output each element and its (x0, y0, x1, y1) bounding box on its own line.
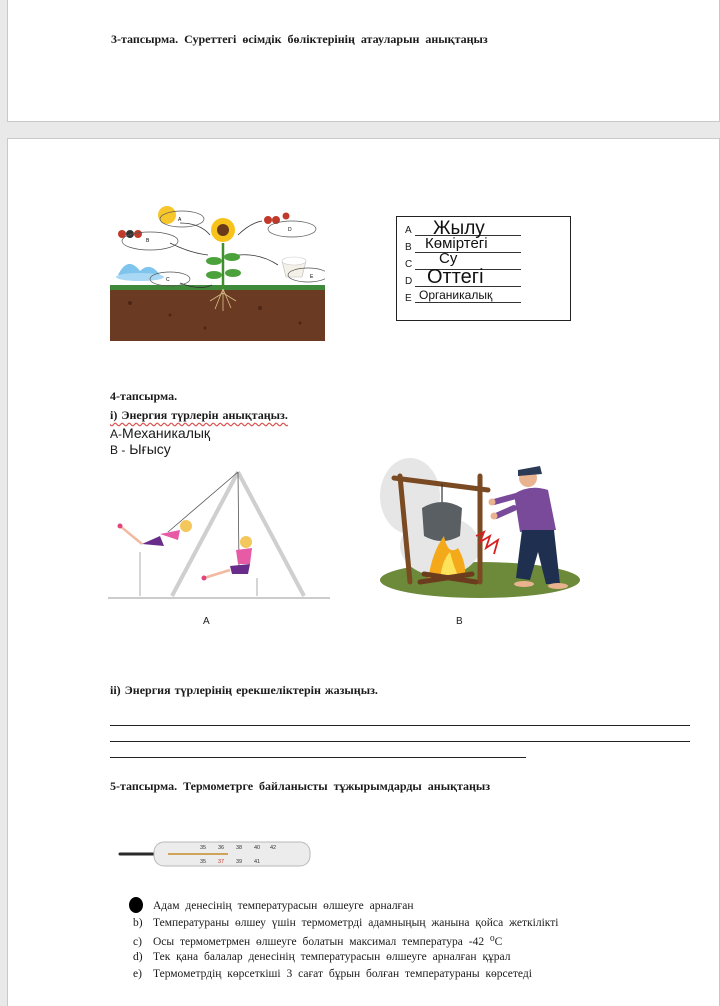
answer-row-e (397, 288, 572, 304)
thermometer-bottom-tick: 41 (254, 859, 261, 865)
answer-letter-c: C (405, 259, 413, 270)
writing-line-3[interactable] (110, 757, 526, 758)
option-e-label: e) (133, 968, 142, 980)
thermometer-bottom-tick: 39 (236, 859, 243, 865)
answer-row-b (397, 237, 572, 253)
thermometer-top-tick: 42 (270, 845, 277, 851)
task4-part2-title: ii) Энергия түрлерінің ерекшеліктерін жазыңыз. (110, 683, 378, 697)
answer-value-a: Жылу (433, 218, 485, 239)
answer-row-c (397, 250, 572, 270)
energy-answer-a-letter: A- (110, 427, 122, 441)
option-a[interactable] (133, 900, 414, 912)
answer-box (396, 216, 571, 321)
option-c-label: c) (133, 936, 142, 948)
answer-row-d (397, 266, 572, 288)
option-d-label: d) (133, 951, 143, 963)
swing-illustration (108, 466, 330, 604)
energy-answer-a-value: Механикалық (122, 425, 211, 441)
thermometer-illustration (118, 838, 314, 870)
option-b-label: b) (133, 917, 143, 929)
task4-part1-title: i) Энергия түрлерін анықтаңыз. (110, 408, 288, 422)
option-d-text: Тек қана балалар денесінің температурасын өлшеуге арналған құрал (153, 951, 511, 963)
plant-diagram (110, 203, 325, 341)
option-b-text: Температураны өлшеу үшін термометрді адамныңың жанына қойса жеткілікті (153, 917, 559, 929)
option-b[interactable] (133, 917, 558, 929)
cooking-pot (422, 502, 462, 541)
thermometer-top-tick: 35 (200, 845, 207, 851)
answer-letter-d: D (405, 276, 413, 287)
answer-letter-a: A (405, 225, 412, 236)
diagram-label-b: B (146, 238, 150, 244)
answer-value-d: Оттегі (427, 266, 484, 288)
answer-letter-e: E (405, 293, 412, 304)
carbon-dioxide-icon (118, 230, 142, 238)
writing-line-1[interactable] (110, 725, 690, 726)
diagram-label-d: D (288, 227, 292, 233)
sugar-icon (282, 257, 306, 277)
girl-swinging-low (202, 536, 253, 581)
writing-line-2[interactable] (110, 741, 690, 742)
girl-swinging-high (118, 520, 193, 546)
energy-answer-b (110, 441, 171, 457)
thermometer-bottom-tick: 37 (218, 859, 225, 865)
diagram-label-c: C (166, 277, 170, 283)
campfire-illustration (380, 456, 580, 601)
answer-value-b: Көміртегі (425, 235, 488, 252)
option-a-text: Адам денесінің температурасын өлшеуге арналған (153, 900, 414, 912)
page-1 (7, 0, 720, 122)
answer-value-e: Органикалық (419, 288, 493, 302)
option-e-text: Термометрдің көрсеткіші 3 сағат бұрын болған температураны көрсетеді (153, 968, 532, 980)
caption-a: A (203, 616, 210, 627)
diagram-label-e: E (310, 274, 314, 280)
thermometer-top-tick: 36 (218, 845, 225, 851)
task5-title: 5-тапсырма. Термометрге байланысты тұжырымдарды анықтаңыз (110, 779, 491, 793)
answer-letter-b: B (405, 242, 412, 253)
option-e[interactable] (133, 968, 532, 980)
energy-answer-b-letter: B - (110, 443, 126, 457)
diagram-label-a: A (178, 217, 182, 223)
answer-value-c: Су (439, 250, 458, 267)
energy-answer-b-value: Ығысу (129, 441, 171, 457)
option-c-text: Осы термометрмен өлшеуге болатын максимал температура -42 ⁰С (153, 936, 503, 948)
task3-title: 3-тапсырма. Суреттегі өсімдік бөліктерінің атауларын анықтаңыз (111, 32, 488, 46)
soil (110, 287, 325, 341)
thermometer-bottom-tick: 35 (200, 859, 207, 865)
caption-b: B (456, 616, 463, 627)
thermometer-top-tick: 38 (236, 845, 243, 851)
thermometer-top-tick: 40 (254, 845, 261, 851)
option-d[interactable] (133, 951, 510, 963)
answer-row-a (397, 218, 572, 239)
task4-title: 4-тапсырма. (110, 389, 178, 403)
energy-answer-a (110, 425, 210, 441)
option-c[interactable] (133, 934, 502, 948)
